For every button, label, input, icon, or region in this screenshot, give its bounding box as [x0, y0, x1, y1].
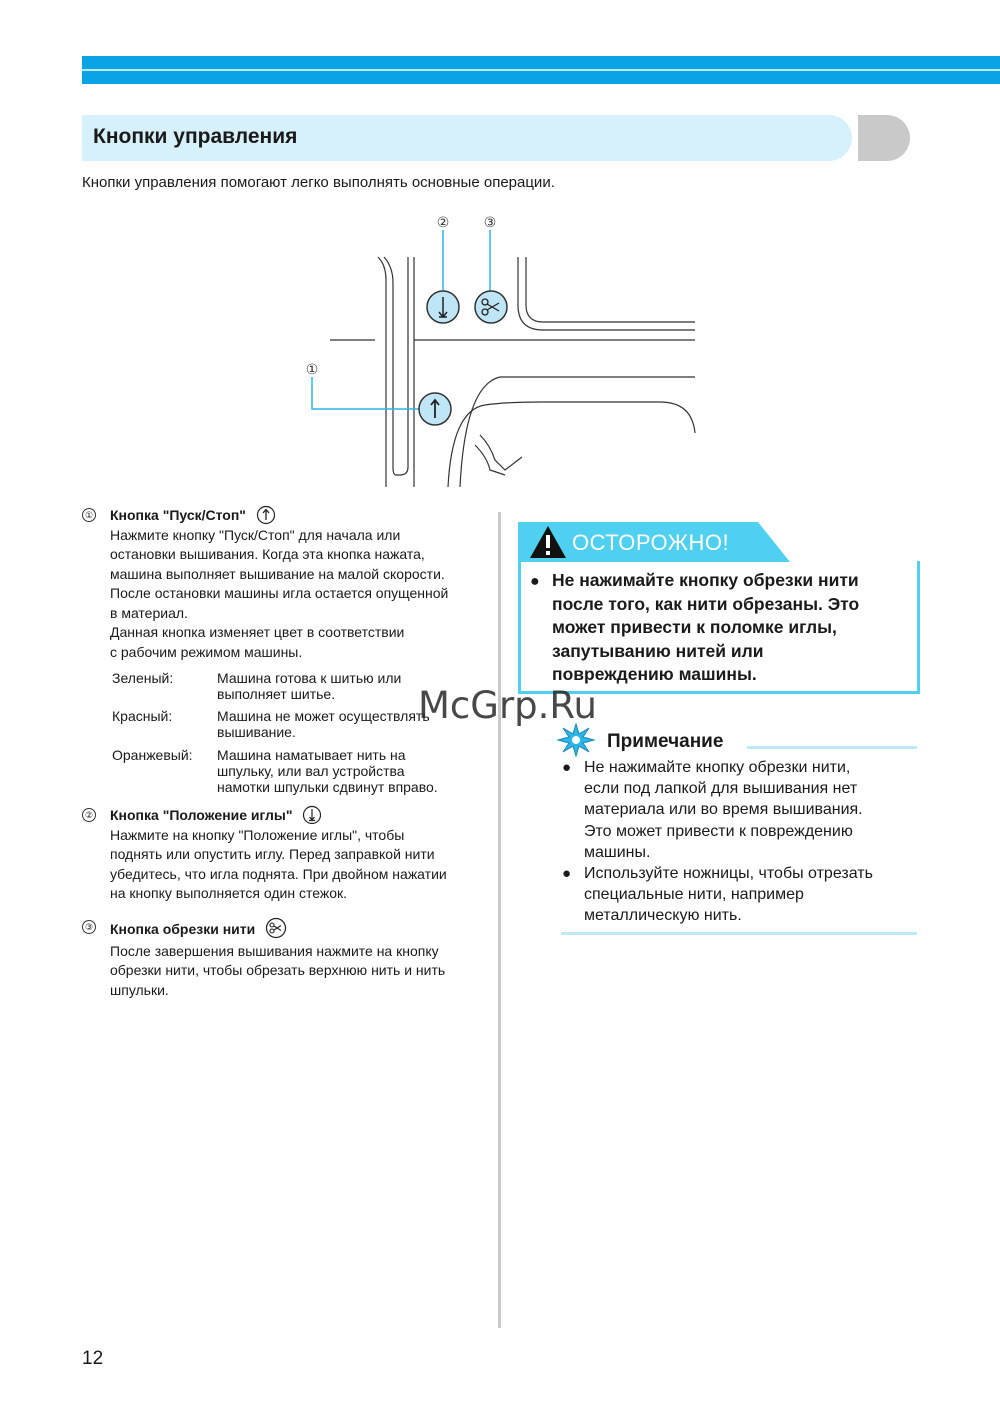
intro-text: Кнопки управления помогают легко выполнять основные операции.: [82, 174, 555, 191]
item-3-line: обрезки нити, чтобы обрезать верхнюю нить и нить: [110, 962, 446, 978]
note-bullet: ●: [562, 865, 572, 883]
color-desc: намотки шпульки сдвинут вправо.: [217, 779, 438, 795]
start-stop-button: [419, 393, 451, 425]
note-line: Используйте ножницы, чтобы отрезать: [584, 865, 873, 883]
item-2-line: поднять или опустить иглу. Перед заправкой нити: [110, 846, 435, 862]
item-3-line: шпульки.: [110, 981, 169, 998]
diagram-callout-3: ③: [483, 215, 497, 231]
item-1-title: Кнопка "Пуск/Стоп": [110, 507, 246, 523]
item-1-line: Нажмите кнопку "Пуск/Стоп" для начала или: [110, 526, 401, 543]
warning-bullet: ●: [530, 573, 540, 590]
watermark: McGrp.Ru: [418, 684, 597, 727]
top-bar: [82, 56, 1000, 84]
item-2-line: на кнопку выполняется один стежок.: [110, 885, 348, 901]
item-2-number: ②: [82, 808, 96, 822]
color-desc: Машина готова к шитью или: [217, 670, 402, 686]
top-bar-line: [82, 69, 1000, 71]
section-title: Кнопки управления: [93, 125, 298, 148]
color-desc: шпульку, или вал устройства: [217, 763, 405, 779]
note-line: материала или во время вышивания.: [584, 801, 863, 819]
item-needle-position: [82, 805, 492, 904]
note-sparkle-icon: [556, 722, 596, 758]
item-1-line: машина выполняет вышивание на малой скорости.: [110, 565, 445, 582]
control-buttons-diagram: [300, 205, 700, 490]
item-1-line: с рабочим режимом машины.: [110, 643, 303, 660]
needle-position-icon: [302, 805, 322, 825]
warning-label: ОСТОРОЖНО!: [572, 530, 730, 555]
note-bottom-rule: [561, 932, 917, 935]
item-1-line: в материал.: [110, 604, 188, 621]
start-stop-icon: [256, 505, 276, 525]
item-2-title: Кнопка "Положение иглы": [110, 807, 293, 823]
note-item: [562, 757, 917, 863]
warning-line: Не нажимайте кнопку обрезки нити: [552, 570, 859, 590]
item-1-line: Данная кнопка изменяет цвет в соответствии: [110, 624, 405, 640]
thread-cutter-button: [475, 291, 507, 323]
color-desc: выполняет шитье.: [217, 686, 336, 702]
color-desc: Машина не может осуществлять: [217, 708, 430, 724]
item-3-title: Кнопка обрезки нити: [110, 921, 256, 937]
item-thread-cutter: [82, 917, 492, 1000]
item-3-number: ③: [82, 920, 96, 934]
note-line: Не нажимайте кнопку обрезки нити,: [584, 759, 851, 776]
item-3-line: После завершения вышивания нажмите на кнопку: [110, 942, 439, 959]
color-desc: вышивание.: [217, 724, 296, 740]
note-line: специальные нити, например: [584, 886, 804, 904]
needle-position-button: [427, 291, 459, 323]
warning-content: [530, 569, 859, 687]
column-divider: [498, 512, 501, 1328]
item-2-line: убедитесь, что игла поднята. При двойном нажатии: [110, 865, 447, 882]
note-bullet: ●: [562, 759, 572, 776]
item-1-line: После остановки машины игла остается опущенной: [110, 585, 449, 601]
section-header-knob: [858, 115, 910, 161]
diagram-callout-1: ①: [305, 362, 319, 378]
note-line: Это может привести к повреждению: [584, 822, 853, 840]
note-line: металлическую нить.: [584, 907, 742, 925]
warning-line: после того, как нити обрезаны. Это: [552, 593, 860, 614]
color-key: Оранжевый:: [112, 747, 193, 763]
warning-line: может привести к поломке иглы,: [552, 617, 837, 637]
scissors-icon: [265, 917, 287, 939]
page-number: 12: [82, 1348, 104, 1369]
section-header: [82, 115, 852, 161]
color-key: Красный:: [112, 708, 173, 724]
note-line: машины.: [584, 843, 651, 861]
diagram-callout-2: ②: [436, 215, 450, 231]
warning-line: повреждению машины.: [552, 664, 757, 684]
item-1-number: ①: [82, 508, 96, 522]
color-key: Зеленый:: [112, 670, 174, 686]
item-start-stop: [82, 505, 492, 662]
note-rule: [747, 746, 917, 749]
note-line: если под лапкой для вышивания нет: [584, 780, 858, 798]
note-title: Примечание: [607, 731, 724, 752]
color-desc: Машина наматывает нить на: [217, 747, 406, 763]
note-item: [562, 863, 917, 927]
warning-line: запутыванию нитей или: [552, 640, 764, 661]
item-1-line: остановки вышивания. Когда эта кнопка нажата,: [110, 546, 425, 562]
item-2-line: Нажмите на кнопку "Положение иглы", чтобы: [110, 826, 405, 843]
note-body: [562, 757, 917, 927]
